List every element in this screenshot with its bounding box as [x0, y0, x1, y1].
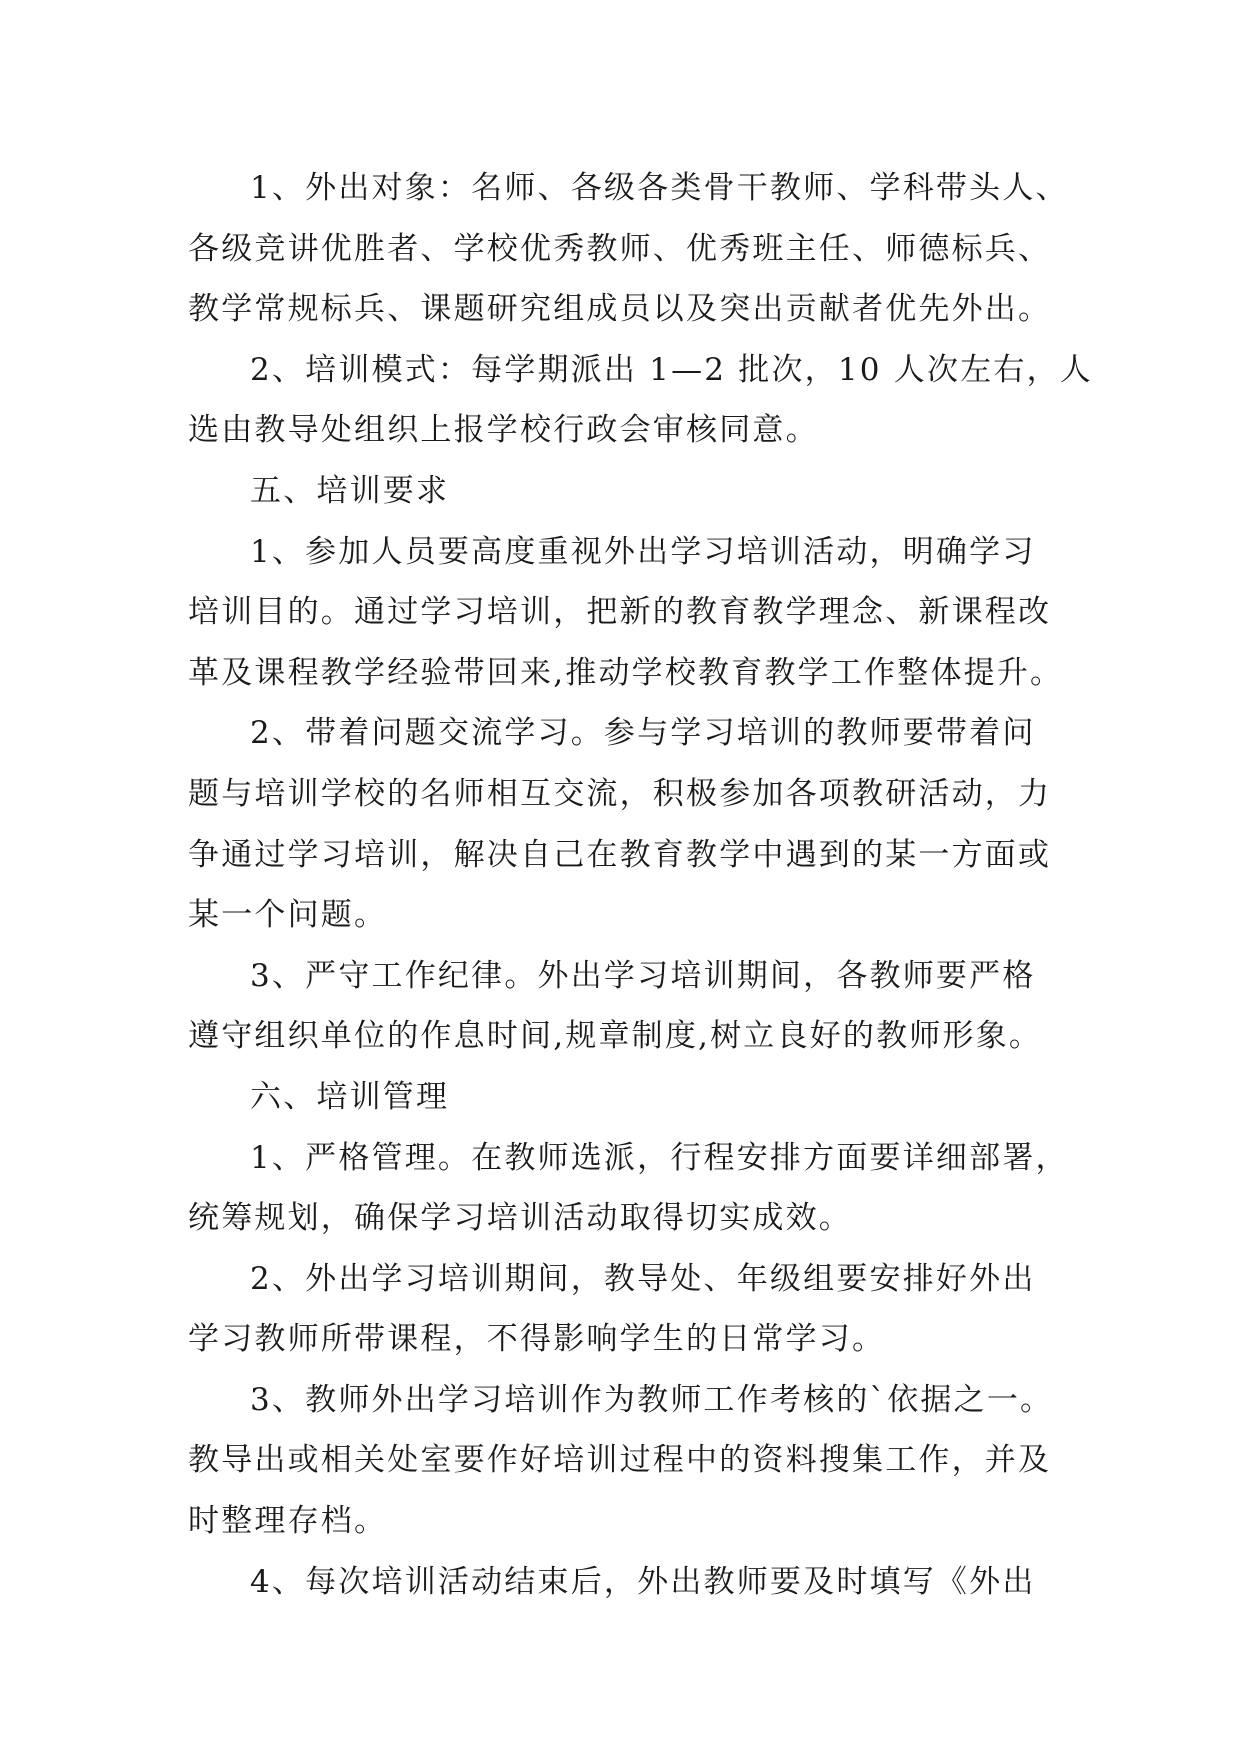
section-heading: 六、培训管理 — [250, 1078, 450, 1115]
text-line: 2、带着问题交流学习。参与学习培训的教师要带着问 — [250, 715, 1036, 752]
text-line: 1、参加人员要高度重视外出学习培训活动，明确学习 — [250, 533, 1036, 570]
text-line: 学习教师所带课程，不得影响学生的日常学习。 — [188, 1321, 886, 1358]
text-line: 教导出或相关处室要作好培训过程中的资料搜集工作，并及 — [188, 1442, 1052, 1479]
text-line: 统筹规划，确保学习培训活动取得切实成效。 — [188, 1200, 852, 1237]
text-line: 培训目的。通过学习培训，把新的教育教学理念、新课程改 — [188, 594, 1052, 631]
text-line: 3、教师外出学习培训作为教师工作考核的`依据之一。 — [250, 1381, 1054, 1418]
text-line: 1、外出对象：名师、各级各类骨干教师、学科带头人、 — [250, 170, 1069, 206]
text-line: 争通过学习培训，解决自己在教育教学中遇到的某一方面或 — [188, 836, 1052, 873]
text-line: 各级竞讲优胜者、学校优秀教师、优秀班主任、师德标兵、 — [188, 230, 1052, 267]
text-line: 遵守组织单位的作息时间,规章制度,树立良好的教师形象。 — [188, 1018, 1043, 1055]
text-line: 教学常规标兵、课题研究组成员以及突出贡献者优先外出。 — [188, 291, 1052, 328]
text-line: 3、严守工作纪律。外出学习培训期间，各教师要严格 — [250, 957, 1036, 994]
text-line: 题与培训学校的名师相互交流，积极参加各项教研活动，力 — [188, 775, 1052, 812]
text-line: 革及课程教学经验带回来,推动学校教育教学工作整体提升。 — [188, 654, 1064, 691]
text-line: 4、每次培训活动结束后，外出教师要及时填写《外出 — [250, 1563, 1036, 1600]
text-line: 2、培训模式：每学期派出 1—2 批次，10 人次左右，人 — [250, 351, 1093, 388]
section-heading: 五、培训要求 — [250, 472, 450, 509]
document-body — [188, 158, 1093, 1612]
text-line: 选由教导处组织上报学校行政会审核同意。 — [188, 412, 819, 449]
text-line: 2、外出学习培训期间，教导处、年级组要安排好外出 — [250, 1260, 1036, 1297]
text-line: 1、严格管理。在教师选派，行程安排方面要详细部署， — [250, 1139, 1069, 1176]
text-line: 某一个问题。 — [188, 897, 388, 934]
text-line: 时整理存档。 — [188, 1503, 388, 1540]
